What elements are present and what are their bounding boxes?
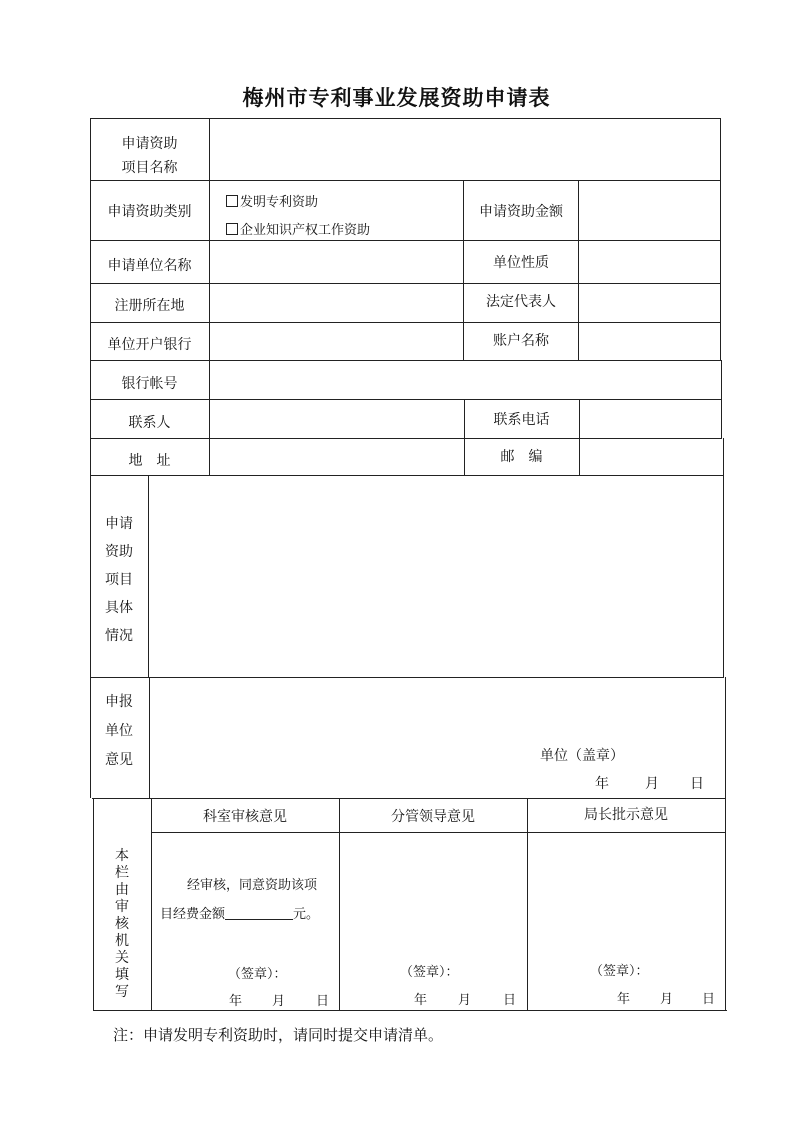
review-side-char: 关	[115, 950, 129, 966]
deputy-date-year: 年	[414, 993, 428, 1008]
opinion-date-day: 日	[690, 776, 704, 792]
details-label-line: 具体	[105, 600, 133, 616]
signature-label-director: （签章）：	[590, 964, 649, 979]
opinion-label-line: 意见	[105, 752, 133, 768]
bank-label: 单位开户银行	[107, 337, 192, 353]
details-label-line: 申请	[105, 516, 133, 532]
postcode-field[interactable]	[580, 439, 722, 474]
unit-nature-label: 单位性质	[493, 255, 549, 271]
review-amount-suffix: 元。	[293, 907, 320, 922]
review-side-char: 核	[115, 916, 129, 932]
phone-label: 联系电话	[493, 412, 550, 428]
review-side-char: 写	[115, 984, 129, 1000]
funding-type-label: 申请资助类别	[107, 204, 192, 220]
review-side-label	[110, 848, 134, 1001]
review-field-deputy[interactable]	[340, 834, 526, 954]
director-date-year: 年	[617, 992, 631, 1007]
opinion-label-line: 单位	[105, 723, 133, 739]
opinion-date-month: 月	[645, 776, 659, 792]
project-name-field[interactable]	[210, 119, 719, 179]
postcode-label: 邮 编	[500, 449, 543, 465]
funding-amount-label: 申请资助金额	[479, 204, 563, 220]
deputy-date-month: 月	[458, 993, 472, 1008]
review-side-char: 由	[115, 882, 129, 898]
row-divider	[92, 798, 725, 799]
funding-amount-field[interactable]	[579, 181, 719, 239]
bank-field[interactable]	[210, 323, 462, 359]
opinion-label	[99, 688, 139, 775]
table-border-right	[720, 118, 721, 360]
unit-name-label: 申请单位名称	[107, 258, 192, 274]
review-side-char: 栏	[115, 865, 129, 881]
reg-location-label: 注册所在地	[114, 298, 185, 314]
funding-option-invention-label: 发明专利资助	[240, 195, 319, 210]
bank-account-field[interactable]	[210, 361, 720, 398]
funding-option-invention[interactable]	[226, 191, 318, 210]
opinion-date-year: 年	[595, 776, 609, 792]
reg-location-field[interactable]	[210, 284, 462, 321]
review-col-office: 科室审核意见	[203, 809, 287, 825]
details-label-line: 资助	[105, 544, 133, 560]
contact-field[interactable]	[210, 400, 463, 437]
review-col-director: 局长批示意见	[584, 807, 668, 823]
signature-label-deputy: （签章）：	[400, 965, 459, 980]
funding-option-ip-work[interactable]	[226, 219, 370, 238]
review-side-char: 本	[115, 848, 129, 864]
opinion-field[interactable]	[151, 679, 724, 797]
deputy-date-day: 日	[503, 993, 517, 1008]
account-name-label: 账户名称	[493, 333, 549, 349]
address-label: 地 址	[128, 453, 171, 469]
office-date-month: 月	[272, 994, 286, 1009]
office-date-year: 年	[229, 994, 243, 1009]
review-col-deputy: 分管领导意见	[391, 809, 475, 825]
col-divider	[148, 475, 149, 677]
project-name-label: 申请资助 项目名称	[121, 136, 178, 176]
account-name-field[interactable]	[579, 323, 719, 359]
table-border-bottom	[93, 1010, 727, 1011]
details-field[interactable]	[150, 477, 722, 676]
signature-label-office: （签章）：	[228, 967, 287, 982]
review-amount-prefix: 目经费金额	[160, 907, 226, 922]
review-side-char: 机	[115, 933, 129, 949]
phone-field[interactable]	[580, 400, 722, 437]
unit-nature-field[interactable]	[579, 241, 719, 282]
table-border-left	[93, 798, 94, 1010]
funding-option-ip-work-label: 企业知识产权工作资助	[240, 223, 371, 238]
col-divider	[149, 677, 150, 798]
review-field-office[interactable]	[152, 834, 338, 954]
details-label	[99, 510, 139, 650]
unit-name-field[interactable]	[210, 241, 462, 282]
checkbox-invention[interactable]	[226, 195, 238, 207]
review-side-char: 审	[115, 899, 129, 915]
legal-rep-field[interactable]	[579, 284, 719, 321]
director-date-day: 日	[702, 992, 716, 1007]
row-divider	[90, 475, 723, 476]
checkbox-ip-work[interactable]	[226, 223, 238, 235]
review-text-line-1: 经审核，同意资助该项	[187, 878, 318, 893]
unit-stamp-label: 单位（盖章）	[540, 748, 624, 764]
contact-label: 联系人	[128, 415, 171, 431]
review-side-char: 填	[115, 967, 129, 983]
details-label-line: 情况	[105, 628, 133, 644]
table-border-right	[725, 677, 726, 1010]
details-label-line: 项目	[105, 572, 133, 588]
opinion-label-line: 申报	[105, 694, 133, 710]
footnote: 注：申请发明专利资助时，请同时提交申请清单。	[113, 1026, 444, 1044]
bank-account-label: 银行帐号	[121, 376, 178, 392]
form-title: 梅州市专利事业发展资助申请表	[242, 85, 551, 110]
table-border-right	[723, 438, 724, 677]
legal-rep-label: 法定代表人	[486, 294, 556, 310]
office-date-day: 日	[316, 994, 330, 1009]
review-field-director[interactable]	[528, 834, 724, 954]
address-field[interactable]	[210, 439, 463, 474]
row-divider	[90, 677, 724, 678]
review-header-divider	[151, 832, 725, 833]
director-date-month: 月	[660, 992, 674, 1007]
